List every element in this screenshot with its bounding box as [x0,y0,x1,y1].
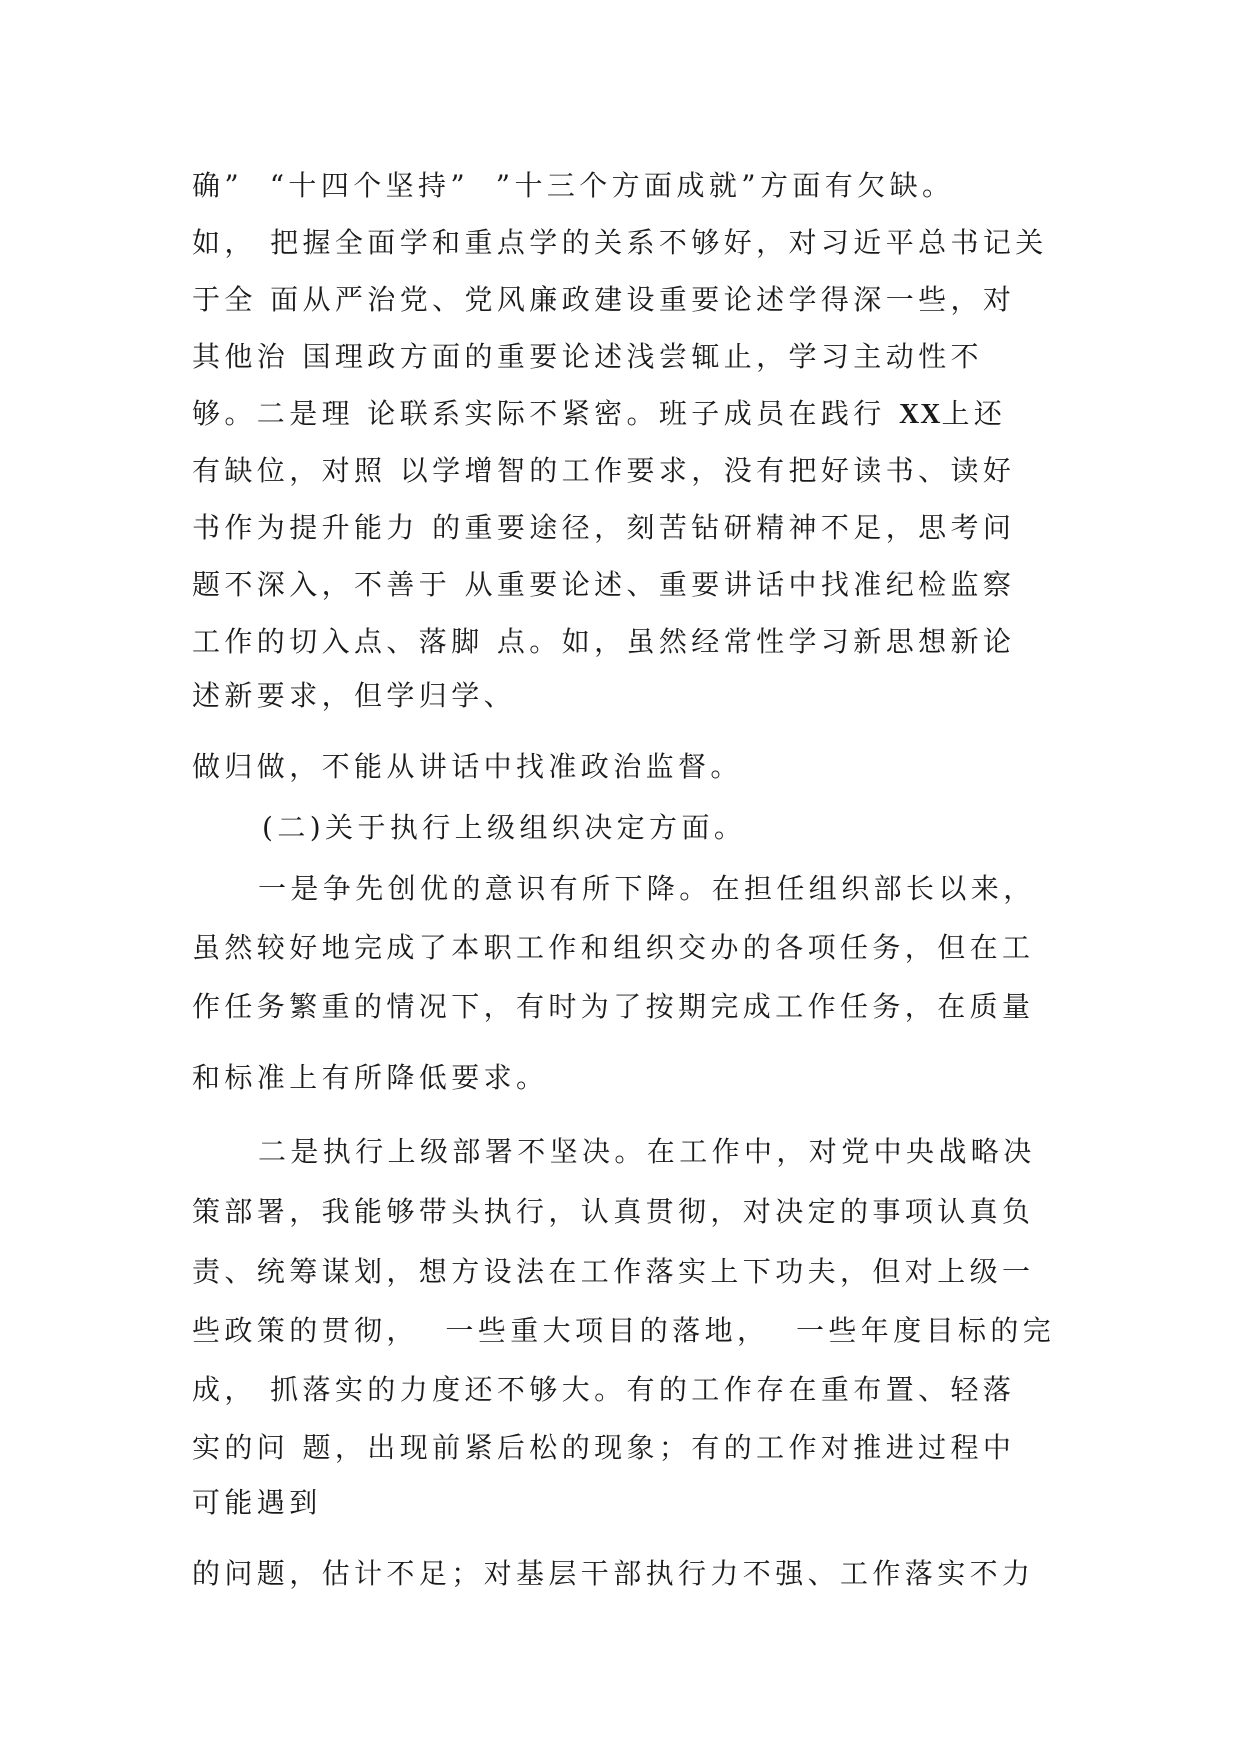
text-line: 述新要求，但学归学、 [192,679,517,712]
text-line: 如， 把握全面学和重点学的关系不够好，对习近平总书记关 [192,226,1048,259]
text-line: 工作的切入点、落脚 点。如，虽然经常性学习新思想新论 [192,625,1016,658]
text-line: 确” “十四个坚持” ”十三个方面成就”方面有欠缺。 [192,169,955,202]
text-line: 和标准上有所降低要求。 [192,1061,549,1094]
text-line: 做归做，不能从讲话中找准政治监督。 [192,750,743,783]
text-line: 成， 抓落实的力度还不够大。有的工作存在重布置、轻落 [192,1373,1016,1406]
paragraph-start: 二是执行上级部署不坚决。在工作中，对党中央战略决 [258,1135,1036,1168]
section-heading: (二)关于执行上级组织决定方面。 [262,811,747,844]
text-segment: 够。二是理 论联系实际不紧密。班子成员在践行 [192,397,900,430]
text-line: 题不深入，不善于 从重要论述、重要讲话中找准纪检监察 [192,568,1016,601]
text-line: 的问题，估计不足；对基层干部执行力不强、工作落实不力 [192,1557,1035,1590]
text-segment: 上还 [941,397,1007,430]
text-line: 其他治 国理政方面的重要论述浅尝辄止，学习主动性不 [192,340,983,373]
text-line: 作任务繁重的情况下，有时为了按期完成工作任务，在质量 [192,990,1035,1023]
text-line: 策部署，我能够带头执行，认真贯彻，对决定的事项认真负 [192,1195,1035,1228]
text-line: 责、统筹谋划，想方设法在工作落实上下功夫，但对上级一 [192,1255,1035,1288]
text-line [192,394,1072,434]
text-line: 于全 面从严治党、党风廉政建设重要论述学得深一些，对 [192,283,1016,316]
text-line: 实的问 题，出现前紧后松的现象；有的工作对推进过程中 [192,1431,1016,1464]
text-line: 虽然较好地完成了本职工作和组织交办的各项任务，但在工 [192,931,1035,964]
text-line: 书作为提升能力 的重要途径，刻苦钻研精神不足，思考问 [192,511,1016,544]
text-line: 些政策的贯彻， 一些重大项目的落地， 一些年度目标的完 [192,1314,1056,1347]
paragraph-start: 一是争先创优的意识有所下降。在担任组织部长以来， [258,872,1036,905]
text-line: 可能遇到 [192,1486,322,1519]
placeholder-xx: XX [899,399,942,430]
text-line: 有缺位，对照 以学增智的工作要求，没有把好读书、读好 [192,454,1016,487]
